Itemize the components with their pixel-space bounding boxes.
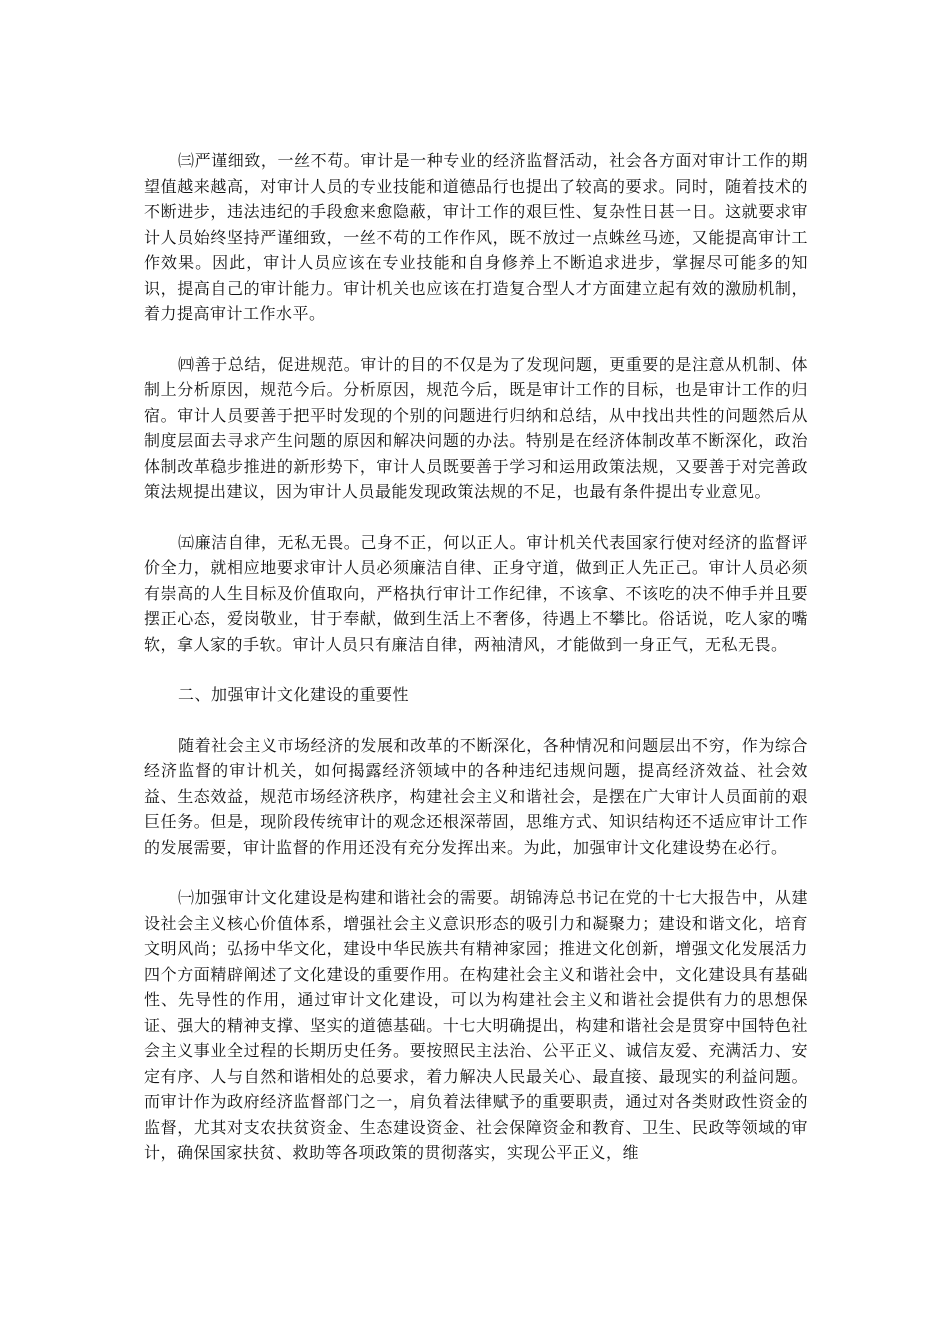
paragraph-5-integrity: ㈤廉洁自律，无私无畏。己身不正，何以正人。审计机关代表国家行使对经济的监督评价全力，就相应地要求审计人员必须廉洁自律、正身守道，做到正人先正己。审计人员必须有崇高的人生目标及价值取向，严格执行审计工作纪律，不该拿、不该吃的决不伸手并且要摆正心态，爱岗敬业，甘于奉献，做到生活上不奢侈，待遇上不攀比。俗话说，吃人家的嘴软，拿人家的手软。审计人员只有廉洁自律，两袖清风，才能做到一身正气，无私无畏。 (144, 532, 808, 654)
paragraph-3-rigor: ㈢严谨细致，一丝不苟。审计是一种专业的经济监督活动，社会各方面对审计工作的期望值越来越高，对审计人员的专业技能和道德品行也提出了较高的要求。同时，随着技术的不断进步，违法违纪的手段愈来愈隐蔽，审计工作的艰巨性、复杂性日甚一日。这就要求审计人员始终坚持严谨细致，一丝不苟的工作作风，既不放过一点蛛丝马迹，又能提高审计工作效果。因此，审计人员应该在专业技能和自身修养上不断追求进步，掌握尽可能多的知识，提高自己的审计能力。审计机关也应该在打造复合型人才方面建立起有效的激励机制，着力提高审计工作水平。 (144, 151, 808, 323)
section-heading-importance: 二、加强审计文化建设的重要性 (178, 685, 410, 704)
paragraph-importance-intro: 随着社会主义市场经济的发展和改革的不断深化，各种情况和问题层出不穷，作为综合经济监督的审计机关，如何揭露经济领域中的各种违纪违规问题，提高经济效益、社会效益、生态效益，规范市场经济秩序，构建社会主义和谐社会，是摆在广大审计人员面前的艰巨任务。但是，现阶段传统审计的观念还根深蒂固，思维方式、知识结构还不适应审计工作的发展需要，审计监督的作用还没有充分发挥出来。为此，加强审计文化建设势在必行。 (144, 735, 808, 857)
document-body (144, 148, 808, 1191)
paragraph-4-summarize: ㈣善于总结，促进规范。审计的目的不仅是为了发现问题，更重要的是注意从机制、体制上分析原因，规范今后。分析原因，规范今后，既是审计工作的目标，也是审计工作的归宿。审计人员要善于把平时发现的个别的问题进行归纳和总结，从中找出共性的问题然后从制度层面去寻求产生问题的原因和解决问题的办法。特别是在经济体制改革不断深化，政治体制改革稳步推进的新形势下，审计人员既要善于学习和运用政策法规，又要善于对完善政策法规提出建议，因为审计人员最能发现政策法规的不足，也最有条件提出专业意见。 (144, 354, 808, 501)
paragraph-1-harmonious-society: ㈠加强审计文化建设是构建和谐社会的需要。胡锦涛总书记在党的十七大报告中，从建设社会主义核心价值体系，增强社会主义意识形态的吸引力和凝聚力；建设和谐文化，培育文明风尚；弘扬中华文化，建设中华民族共有精神家园；推进文化创新，增强文化发展活力四个方面精辟阐述了文化建设的重要作用。在构建社会主义和谐社会中，文化建设具有基础性、先导性的作用，通过审计文化建设，可以为构建社会主义和谐社会提供有力的思想保证、强大的精神支撑、坚实的道德基础。十七大明确提出，构建和谐社会是贯穿中国特色社会主义事业全过程的长期历史任务。要按照民主法治、公平正义、诚信友爱、充满活力、安定有序、人与自然和谐相处的总要求，着力解决人民最关心、最直接、最现实的利益问题。而审计作为政府经济监督部门之一，肩负着法律赋予的重要职责，通过对各类财政性资金的监督，尤其对支农扶贫资金、生态建设资金、社会保障资金和教育、卫生、民政等领域的审计，确保国家扶贫、救助等各项政策的贯彻落实，实现公平正义，维 (144, 888, 808, 1162)
